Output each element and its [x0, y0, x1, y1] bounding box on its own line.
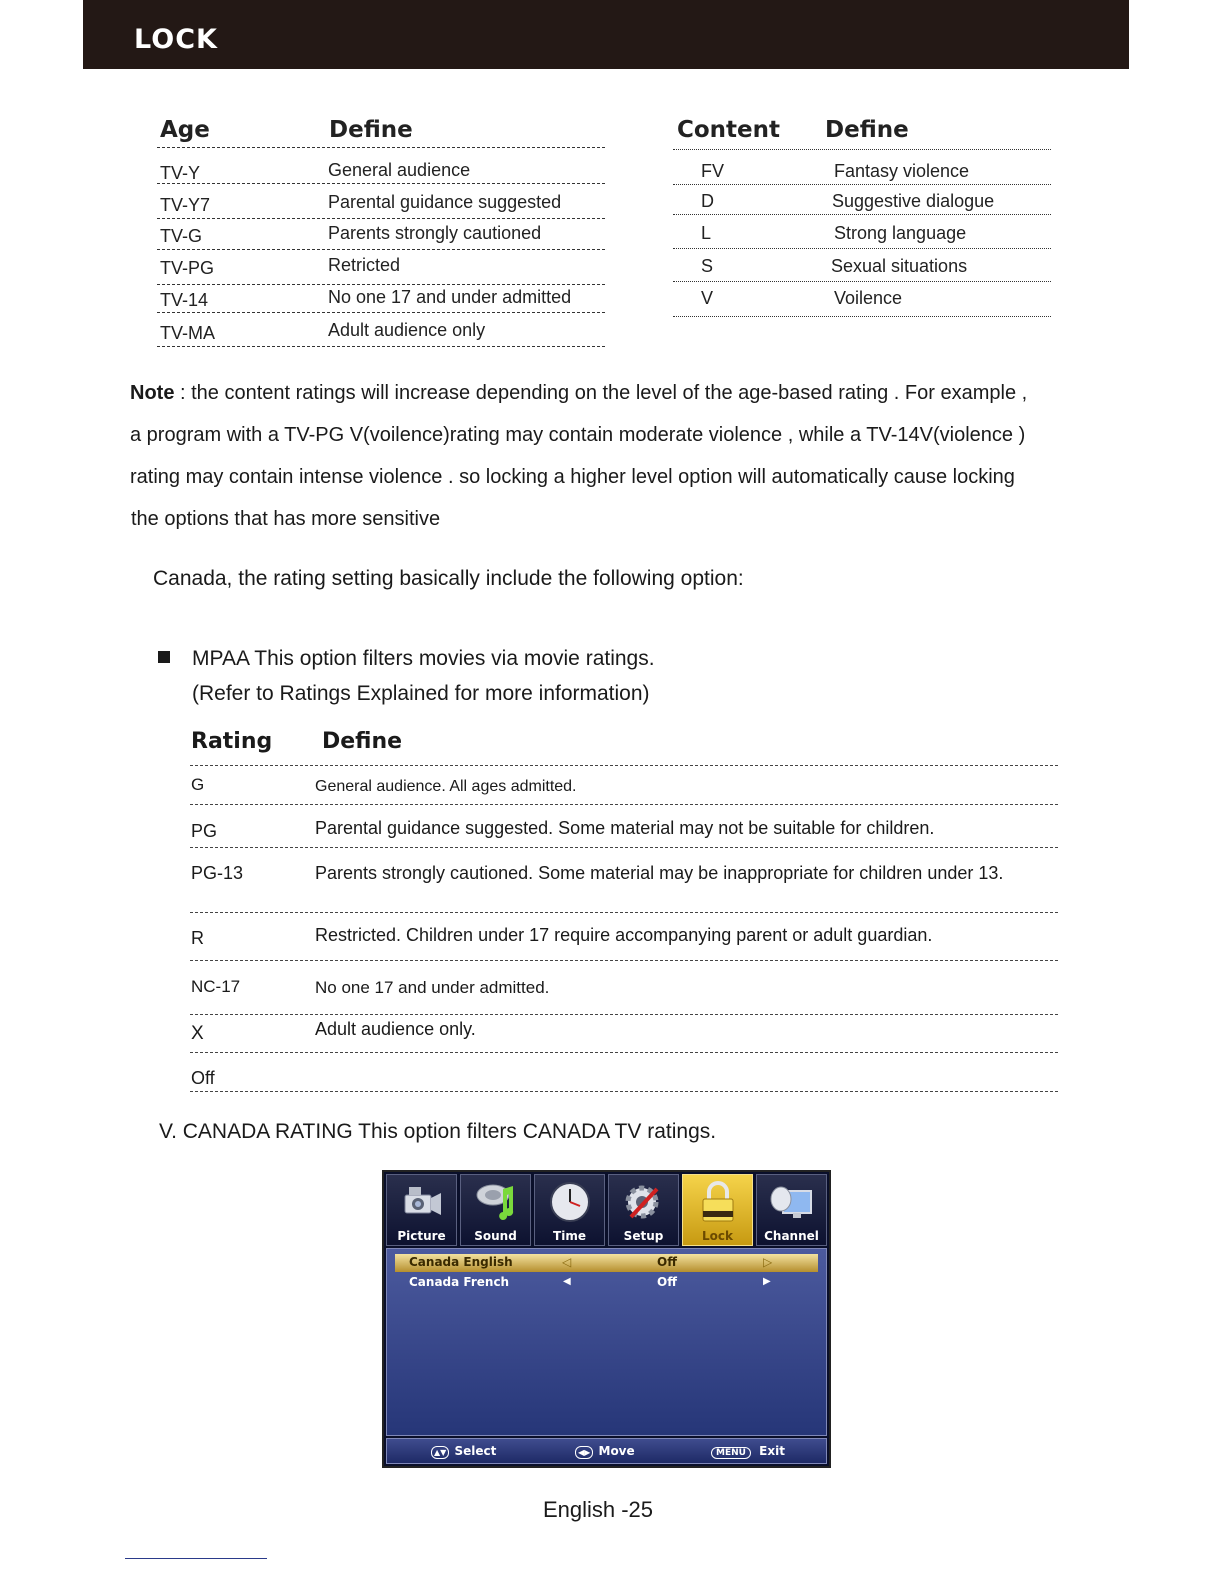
- age-define: Parental guidance suggested: [328, 192, 562, 212]
- menu-item-label: Canada French: [409, 1275, 510, 1289]
- speaker-note-icon: [473, 1181, 519, 1223]
- table-row: [190, 848, 1058, 913]
- exit-hint: [711, 1444, 785, 1459]
- rating-define: No one 17 and under admitted.: [315, 978, 550, 997]
- tab-label: Channel: [764, 1229, 819, 1243]
- rating-code: NC-17: [191, 977, 241, 996]
- content-column-header: Content: [677, 117, 781, 143]
- menu-item-canada-french[interactable]: [395, 1274, 818, 1292]
- age-define: Parents strongly cautioned: [328, 223, 542, 243]
- define-column-header: Define: [825, 117, 909, 143]
- table-row: [157, 285, 605, 313]
- tab-lock[interactable]: [682, 1174, 753, 1246]
- note-line: a program with a TV-PG V(voilence)rating may contain moderate violence , while a TV-14V(violence ): [130, 424, 1026, 446]
- rating-define: General audience. All ages admitted.: [315, 778, 577, 795]
- tv-menu-body: [386, 1248, 827, 1436]
- rating-column-header: Rating: [191, 729, 273, 754]
- header-bar: [83, 0, 1129, 69]
- menu-item-canada-english[interactable]: [395, 1254, 818, 1272]
- define-column-header: Define: [329, 117, 413, 143]
- define-column-header: Define: [322, 729, 403, 754]
- arrow-right-icon[interactable]: ▶: [763, 1276, 771, 1287]
- menu-item-label: Canada English: [409, 1255, 513, 1269]
- tv-menu-screenshot: [382, 1170, 831, 1468]
- rating-define: Adult audience only.: [315, 1019, 476, 1039]
- rating-code: G: [191, 775, 205, 794]
- rating-define: Restricted. Children under 17 require accompanying parent or adult guardian.: [315, 925, 933, 945]
- age-code: TV-Y7: [160, 195, 211, 215]
- tab-label: Setup: [623, 1229, 664, 1243]
- table-row: [190, 1015, 1058, 1053]
- rating-table-header: [190, 725, 1058, 766]
- table-row: [673, 185, 1051, 215]
- table-row: [190, 913, 1058, 961]
- arrow-left-icon[interactable]: ◀: [563, 1276, 571, 1287]
- tv-menu-tabs: [386, 1174, 827, 1246]
- table-row: [190, 1053, 1058, 1092]
- tab-setup[interactable]: [608, 1174, 679, 1246]
- table-row: [157, 250, 605, 285]
- mpaa-rating-table: [190, 725, 1058, 1092]
- satellite-monitor-icon: [769, 1181, 815, 1223]
- content-define: Strong language: [834, 223, 967, 243]
- move-hint: [575, 1444, 635, 1459]
- content-define: Sexual situations: [831, 256, 968, 276]
- content-define: Fantasy violence: [834, 161, 970, 181]
- select-label: Select: [454, 1444, 497, 1458]
- tab-label: Lock: [702, 1229, 733, 1243]
- tab-label: Picture: [397, 1229, 446, 1243]
- rating-define: Parents strongly cautioned. Some material may be inappropriate for children under 13.: [315, 863, 1004, 883]
- arrow-left-icon[interactable]: ◁: [562, 1255, 572, 1269]
- age-define: Retricted: [328, 255, 401, 275]
- table-row: [190, 961, 1058, 1015]
- page-title: LOCK: [134, 24, 218, 55]
- up-down-keys-icon: ▲▼: [431, 1446, 449, 1459]
- content-code: L: [701, 223, 712, 243]
- note-label: Note: [130, 382, 175, 404]
- table-row: [673, 215, 1051, 249]
- table-row: [157, 313, 605, 347]
- table-row: [157, 219, 605, 250]
- content-table: [673, 117, 1051, 317]
- padlock-icon: [695, 1181, 741, 1223]
- select-hint: [431, 1444, 496, 1459]
- table-row: [190, 766, 1058, 805]
- age-define: No one 17 and under admitted: [328, 287, 572, 307]
- content-define: Voilence: [834, 288, 903, 308]
- rating-code: Off: [191, 1068, 215, 1088]
- content-table-header: [673, 117, 1051, 150]
- clock-icon: [547, 1181, 593, 1223]
- age-define: Adult audience only: [328, 320, 486, 340]
- rating-define: Parental guidance suggested. Some material may not be suitable for children.: [315, 818, 935, 838]
- arrow-right-icon[interactable]: ▷: [763, 1255, 773, 1269]
- gear-tools-icon: [621, 1181, 667, 1223]
- rating-code: PG-13: [191, 863, 244, 883]
- footer-divider: [125, 1558, 267, 1559]
- age-table: [157, 117, 605, 347]
- table-row: [673, 150, 1051, 185]
- table-row: [157, 148, 605, 184]
- table-row: [190, 805, 1058, 848]
- camera-icon: [399, 1181, 445, 1223]
- age-code: TV-14: [160, 290, 209, 310]
- table-row: [157, 184, 605, 219]
- content-code: V: [701, 288, 714, 308]
- age-code: TV-PG: [160, 258, 215, 278]
- tab-sound[interactable]: [460, 1174, 531, 1246]
- tab-label: Time: [553, 1229, 586, 1243]
- bullet-icon: [158, 651, 170, 663]
- tv-menu-footer: [386, 1438, 827, 1464]
- content-code: FV: [701, 161, 725, 181]
- move-label: Move: [598, 1444, 635, 1458]
- content-code: S: [701, 256, 714, 276]
- age-code: TV-G: [160, 226, 203, 246]
- canada-rating-heading: V. CANADA RATING This option filters CANADA TV ratings.: [159, 1120, 717, 1143]
- note-line: rating may contain intense violence . so locking a higher level option will automatically cause locking: [130, 466, 1015, 488]
- age-code: TV-Y: [160, 163, 201, 183]
- content-code: D: [701, 191, 714, 211]
- note-line: [130, 382, 1027, 405]
- menu-key-icon: MENU: [711, 1447, 751, 1459]
- table-row: [673, 282, 1051, 317]
- age-code: TV-MA: [160, 323, 216, 343]
- tab-channel[interactable]: [756, 1174, 827, 1246]
- age-table-header: [157, 117, 605, 148]
- canada-intro: Canada, the rating setting basically include the following option:: [153, 567, 744, 590]
- tab-picture[interactable]: [386, 1174, 457, 1246]
- tab-time[interactable]: [534, 1174, 605, 1246]
- rating-code: R: [191, 928, 204, 948]
- age-define: General audience: [328, 160, 471, 180]
- note-text: : the content ratings will increase depending on the level of the age-based rating . For example ,: [174, 382, 1028, 404]
- note-line: the options that has more sensitive: [131, 508, 441, 530]
- menu-item-value: Off: [657, 1255, 677, 1269]
- content-define: Suggestive dialogue: [832, 191, 995, 211]
- rating-code: PG: [191, 821, 218, 841]
- rating-code: X: [191, 1023, 204, 1044]
- age-column-header: Age: [160, 117, 210, 143]
- tab-label: Sound: [474, 1229, 517, 1243]
- table-row: [673, 249, 1051, 282]
- menu-item-value: Off: [657, 1275, 677, 1289]
- mpaa-reference: (Refer to Ratings Explained for more information): [192, 682, 650, 705]
- page-number: English -25: [542, 1497, 654, 1522]
- mpaa-heading: MPAA This option filters movies via movie ratings.: [192, 647, 655, 670]
- left-right-keys-icon: ◀▶: [575, 1446, 593, 1459]
- exit-label: Exit: [759, 1444, 785, 1458]
